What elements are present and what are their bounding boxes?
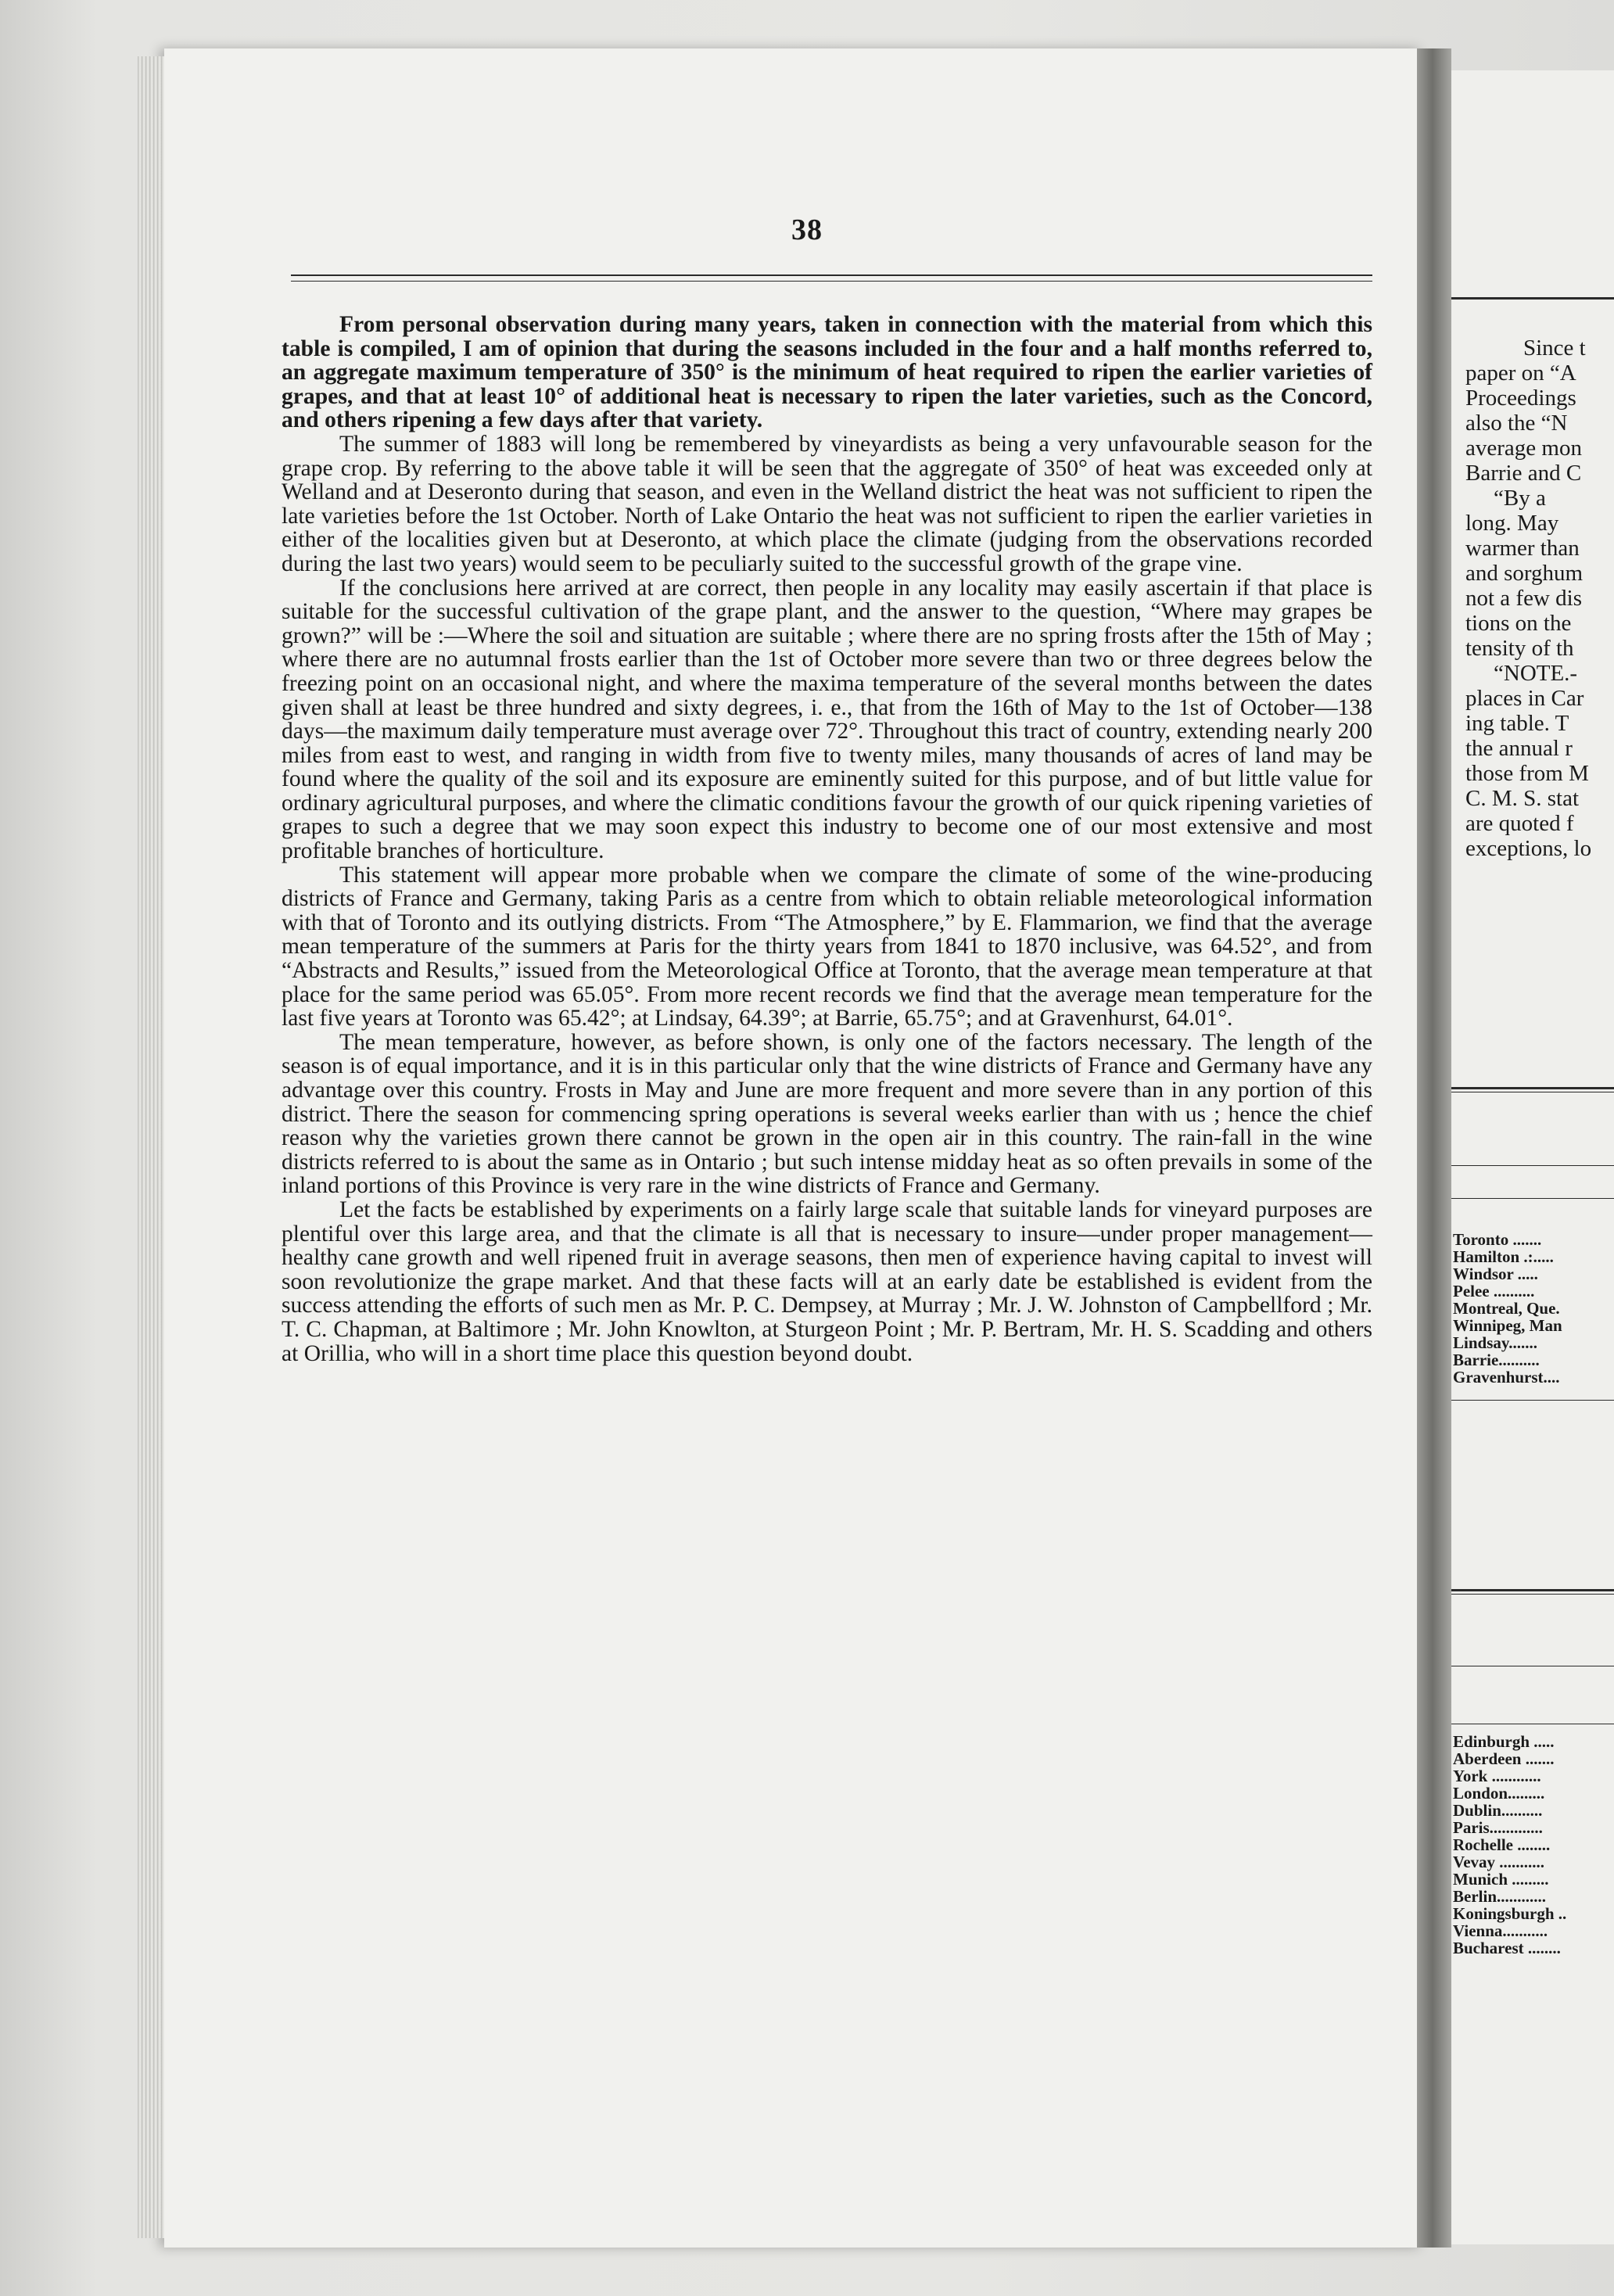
facing-page-header-rule [1451,297,1614,300]
paragraph: The summer of 1883 will long be remembered by vineyardists as being a very unfavourable season for the grape crop. By referring to the above table it will be seen that the aggregate of 350° of heat was exceeded only at Welland and at Deseronto during that season, and even in the Welland district the heat was not sufficient to ripen the late varieties before the 1st October. North of Lake Ontario the heat was not sufficient to ripen the earlier varieties in either of the localities given but at Deseronto, at which place the climate (judging from the observations recorded during the last two years) would seem to be peculiarly suited to the successful growth of the grape vine. [282,431,1372,576]
facing-page [1451,70,1614,2244]
header-rule-top [291,274,1372,276]
facing-page-line: Barrie and C [1465,461,1582,486]
header-rule-bottom [291,281,1372,282]
page-number: 38 [791,213,823,246]
table-row-place: Gravenhurst.... [1453,1368,1560,1387]
table-row-place: Koningsburgh .. [1453,1904,1567,1923]
table-row-place: Barrie.......... [1453,1351,1540,1369]
table-row-place: Munich ......... [1453,1870,1549,1889]
facing-page-line: Proceedings [1465,386,1576,411]
table-row-place: Bucharest ........ [1453,1939,1561,1957]
paragraph: If the conclusions here arrived at are correct, then people in any locality may easily ascertain if that place is suitable for the successful cultivation of the grape plant, and the answer to the question, “Where may grapes be grown?” will be :—Where the soil and situation are suitable ; where there are no spring frosts after the 15th of May ; where there are no autumnal frosts earlier than the 1st of October more severe than two or three degrees below the freezing point on an occasional night, and where the maxima temperature of the several months between the dates given shall at least be three hundred and sixty degrees, i. e., that from the 16th of May to the 1st of October—138 days—the maximum daily temperature must average over 72°. Throughout this tract of country, extending nearly 200 miles from east to west, and ranging in width from five to twenty miles, many thousands of acres of land may be found where the quality of the soil and its exposure are eminently suited for this purpose, and of but little value for ordinary agricultural purposes, and where the climatic conditions favour the growth of our quick ripening varieties of grapes to such a degree that we may soon expect this industry to become one of our most extensive and most profitable branches of horticulture. [282,575,1372,864]
table-row-place: Montreal, Que. [1453,1299,1560,1318]
table-row-place: Winnipeg, Man [1453,1316,1562,1335]
table-rule [1451,1198,1614,1199]
facing-page-line: tions on the [1465,611,1572,636]
facing-page-line: those from M [1465,761,1589,786]
facing-page-line: the annual r [1465,736,1573,761]
facing-page-line: “By a [1494,486,1546,511]
paragraph: From personal observation during many years, taken in connection with the material from which this table is compiled, I am of opinion that during the seasons included in the four and a half months referred to, an aggregate maximum temperature of 350° is the minimum of heat required to ripen the earlier varieties of grapes, and that at least 10° of additional heat is necessary to ripen the later varieties, such as the Concord, and others ripening a few days after that variety. [282,312,1372,433]
table-rule [1451,1594,1614,1595]
facing-page-line: exceptions, lo [1465,836,1592,861]
table-rule [1451,1165,1614,1166]
facing-page-line: average mon [1465,436,1582,461]
facing-page-line: long. May [1465,511,1559,536]
table-row-place: Dublin.......... [1453,1801,1543,1820]
table-rule [1451,1589,1614,1591]
table-row-place: York ............ [1453,1767,1541,1785]
table-row-place: London......... [1453,1784,1545,1803]
table-row-place: Paris............. [1453,1818,1543,1837]
book-gutter [1417,48,1451,2248]
facing-page-line: “NOTE.- [1494,661,1578,686]
facing-page-line: warmer than [1465,536,1580,561]
facing-page-line: places in Car [1465,686,1584,711]
table-row-place: Hamilton .:..... [1453,1247,1554,1266]
table-row-place: Vienna........... [1453,1921,1548,1940]
table-rule [1451,1400,1614,1401]
facing-page-line: paper on “A [1465,361,1576,386]
table-row-place: Edinburgh ..... [1453,1732,1555,1751]
table-row-place: Vevay ........... [1453,1853,1545,1871]
paragraph: The mean temperature, however, as before shown, is only one of the factors necessary. The length of the season is of equal importance, and it is in this particular only that the wine districts of France and Germany have any advantage over this country. Frosts in May and June are more frequent and more severe than in any portion of this district. There the season for commencing spring operations is several weeks earlier than with us ; hence the chief reason why the varieties grown there cannot be grown in the open air in this country. The rain-fall in the wine districts referred to is about the same as in Ontario ; but such intense midday heat as so often prevails in some of the inland portions of this Province is very rare in the wine districts of France and Germany. [282,1029,1372,1199]
table-rule [1451,1087,1614,1089]
paragraph: Let the facts be established by experiments on a fairly large scale that suitable lands for vineyard purposes are plentiful over this large area, and that the climate is all that is necessary to insure—under proper management—healthy cane growth and well ripened fruit in average seasons, then men of experience having capital to invest will soon revolutionize the grape market. And that these facts will at an early date be established is evident from the success attending the efforts of such men as Mr. P. C. Dempsey, at Murray ; Mr. J. W. Johnston of Campbellford ; Mr. T. C. Chapman, at Baltimore ; Mr. John Knowlton, at Sturgeon Point ; Mr. P. Bertram, Mr. H. S. Scadding and others at Orillia, who will in a short time place this question beyond doubt. [282,1196,1372,1366]
facing-page-line: not a few dis [1465,586,1582,611]
table-row-place: Aberdeen ....... [1453,1749,1555,1768]
table-row-place: Lindsay....... [1453,1333,1537,1352]
facing-page-line: ing table. T [1465,711,1569,736]
facing-page-line: tensity of th [1465,636,1574,661]
table-row-place: Pelee .......... [1453,1282,1535,1300]
paragraph: This statement will appear more probable when we compare the climate of some of the wine-producing districts of France and Germany, taking Paris as a centre from which to obtain reliable meteorological information with that of Toronto and its outlying districts. From “The Atmosphere,” by E. Flammarion, we find that the average mean temperature of the summers at Paris for the thirty years from 1841 to 1870 inclusive, was 64.52°, and from “Abstracts and Results,” issued from the Meteorological Office at Toronto, that the average mean temperature at that place for the same period was 65.05°. From more recent records we find that the average mean temperature for the last five years at Toronto was 65.42°; at Lindsay, 64.39°; at Barrie, 65.75°; and at Gravenhurst, 64.01°. [282,862,1372,1031]
table-row-place: Windsor ..... [1453,1265,1538,1283]
table-row-place: Berlin............ [1453,1887,1546,1906]
table-row-place: Rochelle ........ [1453,1835,1551,1854]
facing-page-line: are quoted f [1465,811,1574,836]
facing-page-line: and sorghum [1465,561,1584,586]
facing-page-line: C. M. S. stat [1465,786,1580,811]
facing-page-line: also the “N [1465,411,1568,436]
facing-page-line: Since t [1523,335,1586,361]
table-row-place: Toronto ....... [1453,1230,1542,1249]
body-text [282,313,1372,1365]
